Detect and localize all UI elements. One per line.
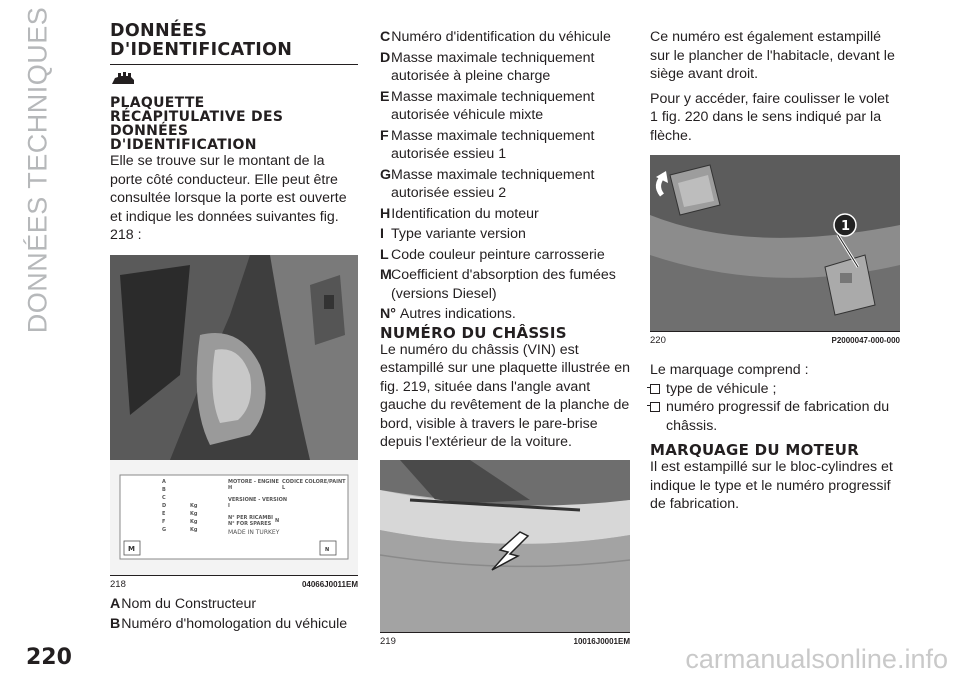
figure-220 [650, 155, 900, 332]
list-item: H Identification du moteur [380, 205, 539, 222]
list-item: N° Autres indications. [380, 306, 516, 322]
section-title: DONNÉES D'IDENTIFICATION [110, 22, 358, 65]
chassis-heading: NUMÉRO DU CHÂSSIS [380, 323, 567, 342]
plate-paint-value: L [282, 484, 286, 491]
figure-218 [110, 255, 358, 576]
watermark: carmanualsonline.info [685, 644, 948, 674]
plate-letter-d: D [162, 502, 167, 509]
plate-spares-value: N [275, 517, 280, 524]
marking-intro: Le marquage comprend : [650, 362, 809, 378]
list-item: A Nom du Constructeur [110, 595, 257, 612]
plate-spares-label-en: N° FOR SPARES [228, 520, 272, 527]
list-item: I Type variante version [380, 226, 526, 242]
checkbox-bullet-icon [650, 384, 660, 394]
subsection-title: PLAQUETTE RÉCAPITULATIVE DES DONNÉES D'IDENTIFICATION [110, 95, 284, 153]
figure-219 [380, 460, 630, 633]
list-item: D Masse maximale techniquement autorisée à pleine charge [380, 49, 595, 84]
list-item: C Numéro d'identification du véhicule [380, 29, 611, 45]
list-item: F Masse maximale techniquement autorisée essieu 1 [380, 127, 595, 162]
chassis-paragraph: Le numéro du châssis (VIN) est estampillé sur une plaquette illustrée en fig. 219, située dans l'angle avant gauche du revêtement de la planche de bord, visible à travers le pare-brise depuis l'extérieur de la voiture. [380, 341, 631, 450]
plate-version-label: VERSIONE - VERSION [228, 496, 288, 503]
plate-letter-c: C [162, 494, 166, 501]
column-3 [650, 28, 900, 514]
plate-unit: Kg [190, 502, 198, 509]
plate-letter-b: B [162, 486, 166, 493]
column-1 [110, 22, 358, 636]
page-number: 220 [26, 645, 72, 670]
plate-letter-g: G [162, 526, 167, 533]
engine-heading: MARQUAGE DU MOTEUR [650, 441, 860, 459]
plate-m-box: M [128, 544, 135, 553]
list-item: B Numéro d'homologation du véhicule [110, 616, 348, 632]
plate-engine-value: H [228, 484, 233, 491]
plate-unit: Kg [190, 510, 198, 517]
plate-letter-e: E [162, 510, 166, 517]
plate-made-in: MADE IN TURKEY [228, 528, 280, 536]
plate-letter-f: F [162, 518, 166, 525]
legend-list-2 [380, 28, 630, 324]
list-item: L Code couleur peinture carrosserie [380, 246, 605, 263]
callout-1: 1 [841, 219, 851, 234]
list-item: G Masse maximale techniquement autorisée essieu 2 [380, 166, 595, 201]
plate-spares-label: N° PER RICAMBI [228, 514, 273, 521]
figure-219-caption: 219 10016J0001EM [380, 635, 630, 647]
plate-engine-label: MOTORE - ENGINE [228, 478, 279, 485]
plate-letter-a: A [162, 478, 166, 485]
plate-unit: Kg [190, 526, 198, 533]
plate-version-value: I [228, 502, 230, 509]
plate-unit: Kg [190, 518, 198, 525]
plate-paint-label: CODICE COLORE/PAINT [282, 478, 346, 485]
floor-flap-photo [650, 155, 900, 331]
windshield-vin-photo [380, 460, 630, 632]
engine-paragraph: Il est estampillé sur le bloc-cylindres et indique le type et le numéro progressif de fabrication. [650, 459, 893, 512]
figure-220-caption: 220 P2000047-000-000 [650, 335, 900, 346]
intro-paragraph: Elle se trouve sur le montant de la porte côté conducteur. Elle peut être consultée lorsque la porte est ouverte et indique les données suivantes fig. 218 : [110, 153, 347, 243]
paragraph: Pour y accéder, faire coulisser le volet 1 fig. 220 dans le sens indiqué par la flèche. [650, 90, 889, 144]
list-item: E Masse maximale techniquement autorisée véhicule mixte [380, 88, 595, 123]
column-2 [380, 28, 630, 648]
plate-n-box: N [325, 546, 330, 553]
door-pillar-photo [110, 255, 358, 575]
list-item: M Coefficient d'absorption des fumées (versions Diesel) [380, 267, 616, 302]
car-key-icon [110, 71, 136, 87]
paragraph: Ce numéro est également estampillé sur le plancher de l'habitacle, devant le siège avant droit. [650, 29, 895, 82]
legend-list-1 [110, 595, 358, 634]
side-section-title: DONNÉES TECHNIQUES [22, 6, 53, 334]
list-item: numéro progressif de fabrication du châssis. [650, 398, 900, 435]
list-item: type de véhicule ; [650, 380, 900, 399]
checkbox-bullet-icon [650, 402, 660, 412]
figure-218-caption: 218 04066J0011EM [110, 578, 358, 590]
